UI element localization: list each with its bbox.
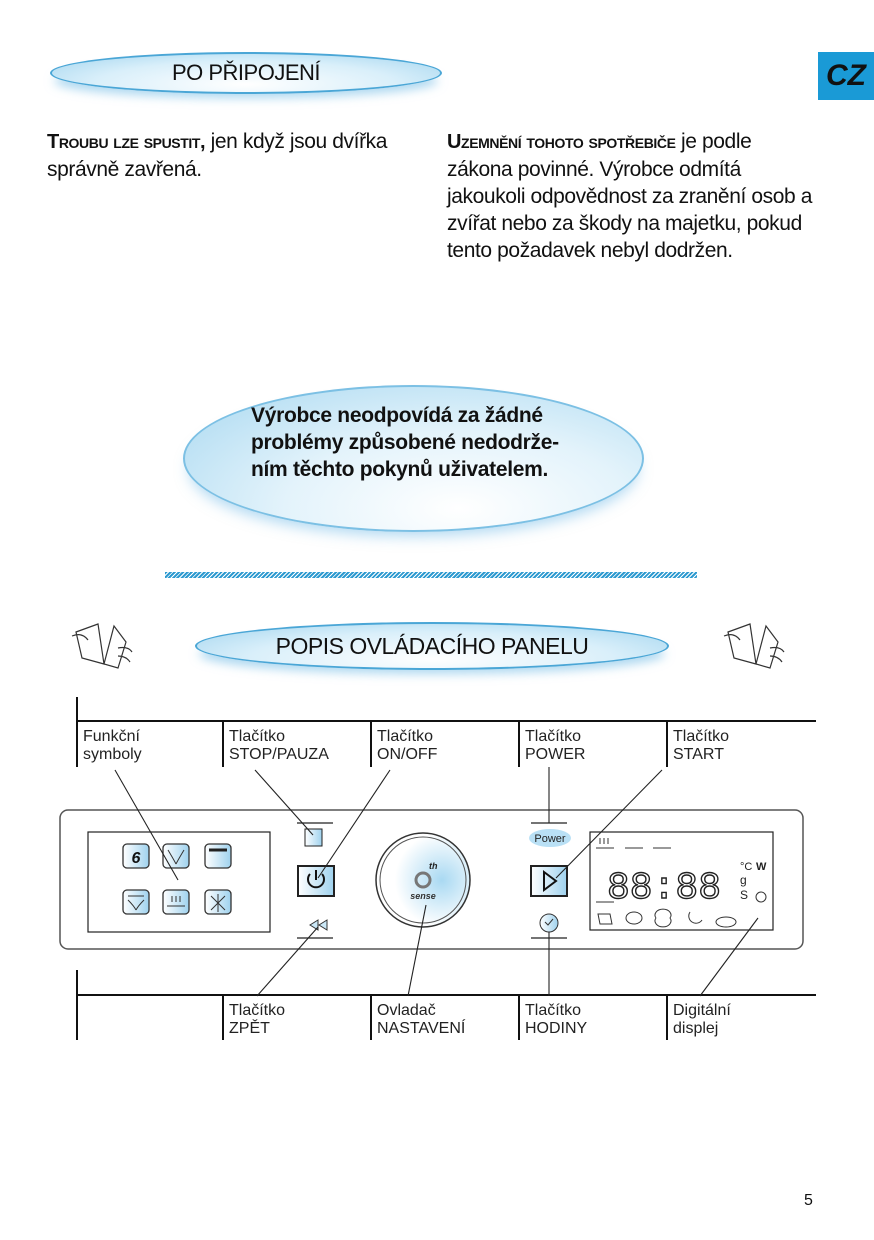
unit-watts: W — [756, 861, 767, 873]
display-digits: 88:88 — [606, 867, 722, 910]
grill-fan-function-icon — [123, 890, 149, 914]
power-label: Power — [534, 833, 566, 845]
label-clock: Tlačítko HODINY — [525, 1002, 588, 1037]
warning-line: Výrobce neodpovídá za žádné — [251, 404, 543, 427]
label-settings-knob: Ovladač NASTAVENÍ — [377, 1002, 466, 1037]
warning-line: problémy způsobené nedodrže- — [251, 431, 559, 454]
section2-title: POPIS OVLÁDACÍHO PANELU — [275, 632, 589, 659]
warning-line: ním těchto pokynů uživatelem. — [251, 458, 549, 481]
knob-sup: th — [429, 861, 438, 871]
section-title: PO PŘIPOJENÍ — [171, 60, 321, 85]
right-paragraph-text: je podle zákona povinné. Výrobce odmítá jakoukoli odpovědnost za zranění osob a zvířat nebo za škody na majetku, pokud tento požadavek nebyl dodržen. — [447, 130, 812, 262]
language-badge: CZ — [818, 52, 874, 100]
unit-celsius: °C — [740, 861, 753, 873]
six-label: 6 — [131, 850, 141, 867]
left-paragraph-lead: Troubu lze spustit, — [47, 131, 206, 153]
right-paragraph-lead: Uzemnění tohoto spotřebiče — [447, 131, 676, 153]
label-start: Tlačítko START — [673, 728, 730, 763]
label-stop-pause: Tlačítko STOP/PAUZA — [229, 728, 329, 763]
clock-button — [540, 914, 558, 932]
start-button — [531, 866, 567, 896]
stop-pause-button — [305, 829, 322, 846]
unit-seconds: S — [740, 888, 749, 902]
label-back: Tlačítko ZPĚT — [229, 1002, 286, 1037]
label-on-off: Tlačítko ON/OFF — [377, 728, 438, 763]
settings-knob — [376, 833, 470, 927]
knob-label: sense — [410, 891, 436, 901]
unit-grams: g — [740, 873, 747, 887]
left-paragraph-text: jen když jsou dvířka správně zavřená. — [47, 130, 388, 181]
grill-function-icon — [163, 844, 189, 868]
label-display: Digitální displej — [673, 1002, 731, 1037]
page-number: 5 — [804, 1192, 813, 1209]
label-function-symbols: Funkční symboly — [83, 728, 142, 763]
top-heat-function-icon — [205, 844, 231, 868]
label-power: Tlačítko POWER — [525, 728, 586, 763]
